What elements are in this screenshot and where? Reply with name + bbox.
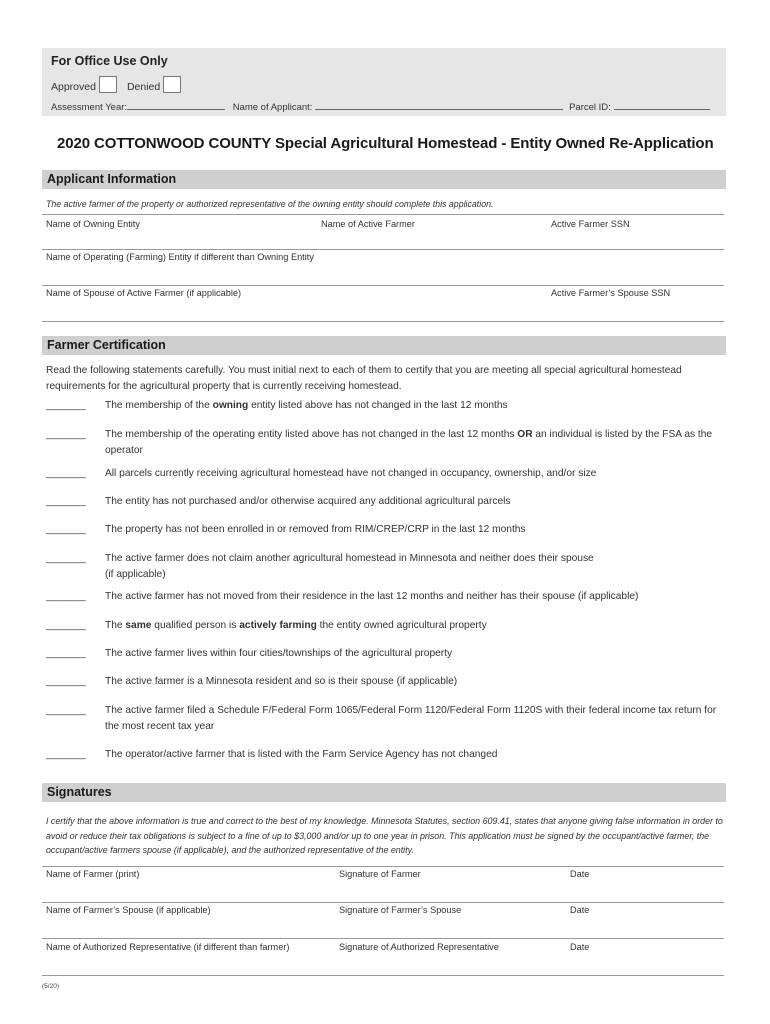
approval-row — [51, 76, 191, 93]
statement-11: The active farmer filed a Schedule F/Federal Form 1065/Federal Form 1120/Federal Form 1120S with their federal income tax return for the most recent tax year — [105, 705, 717, 732]
representative-name-label: Name of Authorized Representative (if different than farmer) — [46, 942, 290, 952]
divider — [42, 975, 724, 976]
spouse-name-print-label: Name of Farmer’s Spouse (if applicable) — [46, 905, 211, 915]
office-fields-row — [51, 100, 710, 113]
denied-label: Denied — [126, 81, 161, 93]
initial-blank[interactable]: _______ — [46, 705, 86, 716]
statement-text: The — [105, 620, 126, 631]
operating-entity-label: Name of Operating (Farming) Entity if different than Owning Entity — [46, 252, 314, 262]
initial-blank[interactable]: _______ — [46, 749, 86, 760]
statement-2 — [105, 427, 727, 459]
initial-blank[interactable]: _______ — [46, 676, 86, 687]
signatures-header-label: Signatures — [47, 785, 112, 799]
signature-certification-text: I certify that the above information is true and correct to the best of my knowledge. Minnesota Statutes, section 609.41, states that anyone giving false information in order to avoid or reduce their tax obligations is subject to a fine of up to $3,000 and/or up to one year in prison. This application must be signed by the occupant/active farmer, the occupant/active farmers spouse (if applicable), and the authorized representative of the entity. — [46, 816, 723, 855]
initial-blank[interactable]: _______ — [46, 400, 86, 411]
statement-12: The operator/active farmer that is listed with the Farm Service Agency has not changed — [105, 749, 498, 760]
revision-footer: (5/20) — [42, 983, 59, 990]
parcel-id-label: Parcel ID: — [569, 102, 611, 113]
divider — [42, 866, 724, 867]
approved-checkbox[interactable] — [99, 76, 117, 93]
applicant-name-label: Name of Applicant: — [232, 102, 313, 113]
denied-checkbox[interactable] — [163, 76, 181, 93]
spouse-ssn-label: Active Farmer’s Spouse SSN — [551, 288, 671, 298]
representative-date-label: Date — [570, 942, 590, 952]
assessment-year-label: Assessment Year: — [51, 102, 128, 113]
initial-blank[interactable]: _______ — [46, 524, 86, 535]
statement-text: qualified person is — [151, 620, 240, 631]
divider — [42, 938, 724, 939]
applicant-section-header — [42, 170, 726, 189]
statement-3: All parcels currently receiving agricultural homestead have not changed in occupancy, ownership, and/or size — [105, 468, 597, 479]
spouse-signature-field[interactable] — [42, 919, 724, 937]
spouse-date-label: Date — [570, 905, 590, 915]
spouse-name-label: Name of Spouse of Active Farmer (if applicable) — [46, 288, 242, 298]
statement-text: entity listed above has not changed in the last 12 months — [248, 400, 508, 411]
statement-10: The active farmer is a Minnesota resident and so is their spouse (if applicable) — [105, 676, 458, 687]
divider — [42, 902, 724, 903]
initial-blank[interactable]: _______ — [46, 620, 86, 631]
applicant-name-field[interactable] — [315, 100, 563, 110]
initial-blank[interactable]: _______ — [46, 429, 86, 440]
owning-entity-field[interactable] — [42, 232, 724, 248]
representative-signature-label: Signature of Authorized Representative — [339, 942, 499, 952]
signatures-section-header — [42, 783, 726, 802]
statement-8 — [105, 618, 727, 634]
farmer-signature-label: Signature of Farmer — [339, 869, 421, 879]
initial-blank[interactable]: _______ — [46, 496, 86, 507]
office-use-box — [42, 48, 726, 116]
statement-text: (if applicable) — [105, 569, 166, 580]
certification-section-header — [42, 336, 726, 355]
spouse-signature-label: Signature of Farmer’s Spouse — [339, 905, 462, 915]
certification-header-label: Farmer Certification — [47, 338, 166, 352]
initial-blank[interactable]: _______ — [46, 553, 86, 564]
owning-entity-label: Name of Owning Entity — [46, 219, 140, 229]
statement-emphasis: owning — [212, 400, 249, 411]
statement-emphasis: actively farming — [239, 620, 317, 631]
office-use-title: For Office Use Only — [51, 54, 168, 68]
divider — [42, 214, 724, 215]
statement-7: The active farmer has not moved from their residence in the last 12 months and neither has their spouse (if applicable) — [105, 591, 639, 602]
representative-signature-field[interactable] — [42, 956, 724, 974]
assessment-year-field[interactable] — [127, 100, 225, 110]
statement-text: an individual is listed by the FSA as the operator — [105, 429, 713, 456]
active-farmer-label: Name of Active Farmer — [321, 219, 415, 229]
farmer-name-label: Name of Farmer (print) — [46, 869, 140, 879]
parcel-id-field[interactable] — [614, 100, 710, 110]
statement-emphasis: same — [125, 620, 152, 631]
divider — [42, 321, 724, 322]
spouse-name-field[interactable] — [42, 302, 724, 320]
initial-blank[interactable]: _______ — [46, 648, 86, 659]
statement-text: The active farmer does not claim another agricultural homestead in Minnesota and neither does their spouse — [105, 553, 594, 564]
statement-1 — [105, 398, 727, 414]
statement-6 — [105, 551, 727, 583]
statement-emphasis: OR — [517, 429, 533, 440]
statement-text: the entity owned agricultural property — [316, 620, 487, 631]
initial-blank[interactable]: _______ — [46, 591, 86, 602]
farmer-date-label: Date — [570, 869, 590, 879]
farmer-signature-field[interactable] — [42, 883, 724, 901]
statement-9: The active farmer lives within four cities/townships of the agricultural property — [105, 648, 453, 659]
page-title: 2020 COTTONWOOD COUNTY Special Agricultural Homestead - Entity Owned Re-Application — [57, 135, 714, 152]
divider — [42, 249, 724, 250]
initial-blank[interactable]: _______ — [46, 468, 86, 479]
divider — [42, 285, 724, 286]
applicant-header-label: Applicant Information — [47, 172, 177, 186]
approved-label: Approved — [51, 81, 96, 93]
operating-entity-field[interactable] — [42, 266, 724, 284]
active-farmer-ssn-label: Active Farmer SSN — [551, 219, 630, 229]
certification-intro: Read the following statements carefully. You must initial next to each of them to certify that you are meeting all special agricultural homestead requirements for the agricultural property that is currently receiving homestead. — [46, 365, 682, 392]
applicant-instruction: The active farmer of the property or authorized representative of the owning entity should complete this application. — [46, 199, 494, 209]
statement-text: The membership of the — [105, 400, 213, 411]
statement-text: The membership of the operating entity listed above has not changed in the last 12 months — [105, 429, 518, 440]
statement-4: The entity has not purchased and/or otherwise acquired any additional agricultural parcels — [105, 496, 511, 507]
statement-5: The property has not been enrolled in or removed from RIM/CREP/CRP in the last 12 months — [105, 524, 526, 535]
